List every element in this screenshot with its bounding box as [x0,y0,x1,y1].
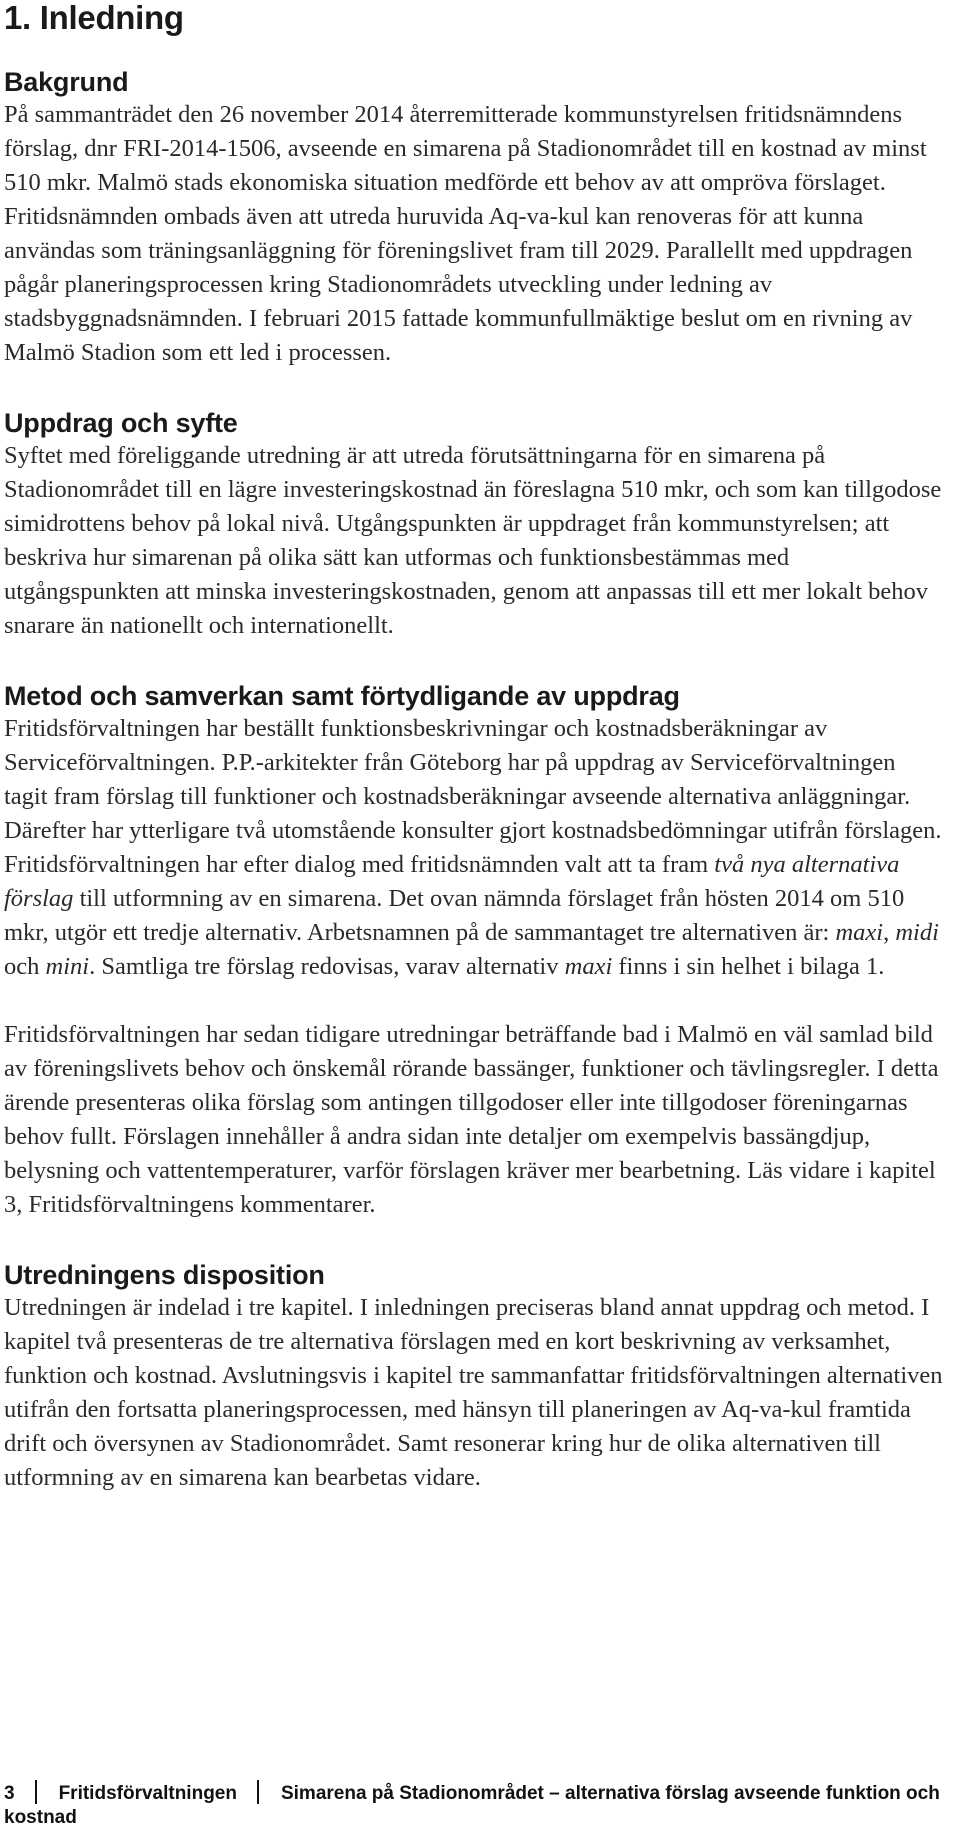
emphasis-text: mini [45,953,90,980]
emphasis-text: två nya alternativa förslag [4,851,900,912]
paragraph-metod-2: Fritidsförvaltningen har sedan tidigare utredningar beträffande bad i Malmö en väl samlad bild av föreningslivets behov och önskemål rörande bassänger, funktioner och tävlingsregler. I detta ärende presenteras olika förslag som antingen tillgodoser eller inte tillgodoser föreningarnas behov fullt. Förslagen innehåller å andra sidan inte detaljer om exempelvis bassängdjup, belysning och vattentemperaturer, varför förslagen kräver mer bearbetning. Läs vidare i kapitel 3, Fritidsförvaltningens kommentarer. [4,1021,939,1218]
emphasis-text: maxi [835,919,884,946]
text-run: och [4,953,46,980]
paragraph-bakgrund: På sammanträdet den 26 november 2014 återremitterade kommunstyrelsen fritidsnämndens förslag, dnr FRI-2014-1506, avseende en simarena på Stadionområdet till en kostnad av minst 510 mkr. Malmö stads ekonomiska situation medförde ett behov av att ompröva förslaget. Fritidsnämnden ombads även att utreda huruvida Aq-va-kul kan renoveras för att kunna användas som träningsanläggning för föreningslivet fram till 2029. Parallellt med uppdragen pågår planeringsprocessen kring Stadionområdets utveckling under ledning av stadsbyggnadsnämnden. I februari 2015 fattade kommunfullmäktige beslut om en rivning av Malmö Stadion som ett led i processen. [4,101,927,366]
section-heading-metod: Metod och samverkan samt förtydligande av uppdrag [4,681,680,711]
paragraph-disposition: Utredningen är indelad i tre kapitel. I inledningen preciseras bland annat uppdrag och metod. I kapitel två presenteras de tre alternativa förslagen med en kort beskrivning av verksamhet, funktion och kostnad. Avslutningsvis i kapitel tre sammanfattar fritidsförvaltningen alternativen utifrån den fortsatta planeringsprocessen, med hänsyn till planeringen av Aq-va-kul framtida drift och översynen av Stadionområdet. Samt resonerar kring hur de olika alternativen till utformning av en simarena kan bearbetas vidare. [4,1294,943,1491]
paragraph-metod-1 [4,712,944,984]
text-run: . Samtliga tre förslag redovisas, varav alternativ [89,953,565,980]
footer-document-title: Simarena på Stadionområdet – alternativa förslag avseende funktion och kostnad [4,1783,940,1828]
text-run: till utformning av en simarena. Det ovan nämnda förslaget från hösten 2014 om 510 mkr, utgör ett tredje alternativ. Arbetsnamnen på de sammantaget tre alternativen är: [4,885,905,946]
text-run: , [883,919,896,946]
paragraph-uppdrag: Syftet med föreliggande utredning är att utreda förutsättningarna för en simarena på Stadionområdet till en lägre investeringskostnad än föreslagna 510 mkr, och som kan tillgodose simidrottens behov på lokal nivå. Utgångspunkten är uppdraget från kommunstyrelsen; att beskriva hur simarenan på olika sätt kan utformas och funktionsbestämmas med utgångspunkten att minska investeringskostnaden, genom att anpassas till ett mer lokalt behov snarare än nationellt och internationellt. [4,442,942,639]
emphasis-text: maxi [564,953,613,980]
page-number: 3 [4,1783,15,1804]
page-footer [4,1780,944,1830]
section-heading-bakgrund: Bakgrund [4,67,129,97]
chapter-title: 1. Inledning [4,0,184,36]
text-run: Fritidsförvaltningen har beställt funktionsbeskrivningar och kostnadsberäkningar av Serviceförvaltningen. P.P.-arkitekter från Göteborg har på uppdrag av Serviceförvaltningen tagit fram förslag till funktioner och kostnadsberäkningar avseende alternativa anläggningar. Därefter har ytterligare två utomstående konsulter gjort kostnadsbedömningar utifrån förslagen. Fritidsförvaltningen har efter dialog med fritidsnämnden valt att ta fram [4,715,942,878]
section-heading-uppdrag: Uppdrag och syfte [4,408,238,438]
footer-separator [35,1780,37,1804]
footer-separator [257,1780,259,1804]
emphasis-text: midi [895,919,939,946]
footer-organization: Fritidsförvaltningen [58,1783,237,1804]
section-heading-disposition: Utredningens disposition [4,1260,325,1290]
text-run: finns i sin helhet i bilaga 1. [612,953,885,980]
document-page [4,0,944,1495]
